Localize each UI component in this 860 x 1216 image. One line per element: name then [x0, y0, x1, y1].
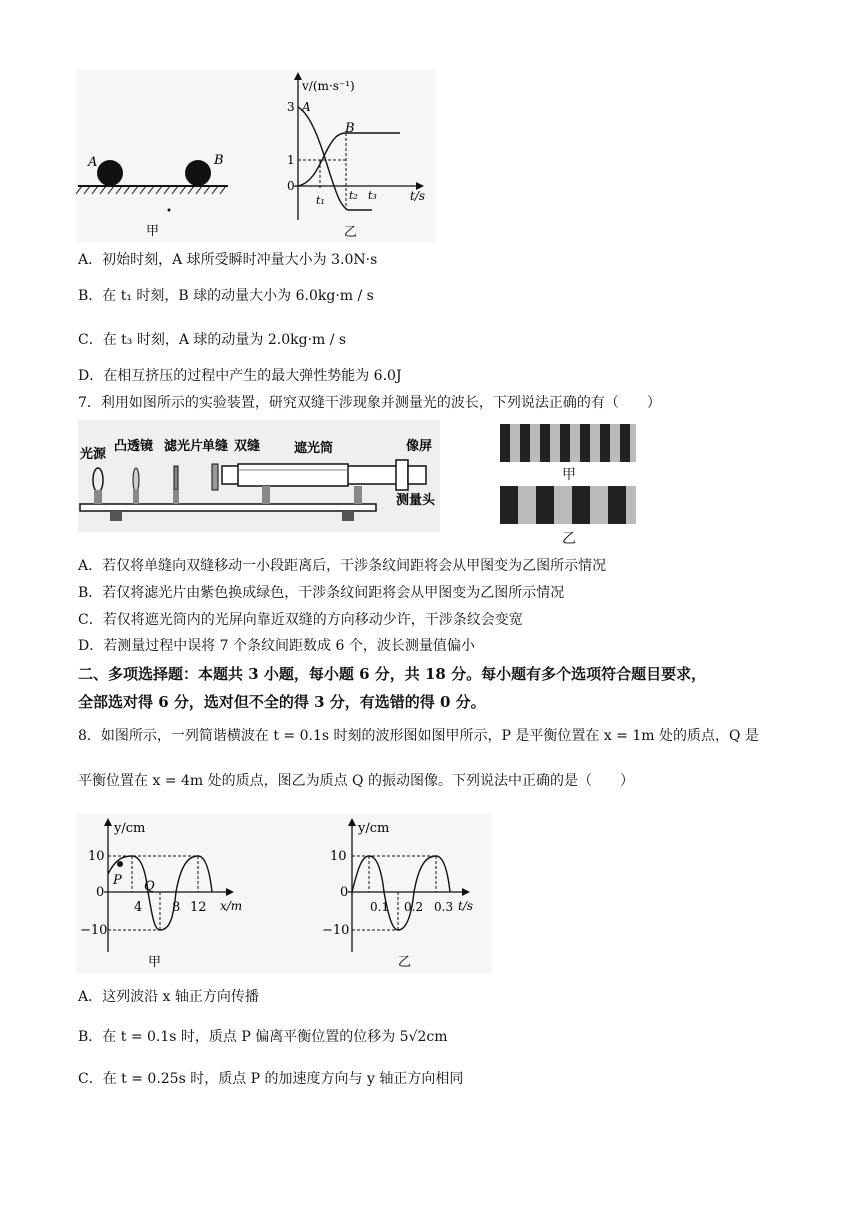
axis-y-label-right: y/cm	[358, 821, 390, 836]
q6-option-d: D．在相互挤压的过程中产生的最大弹性势能为 6.0J	[78, 368, 402, 384]
axis-y-label: y/cm	[114, 821, 146, 836]
q6-option-a: A．初始时刻，A 球所受瞬时冲量大小为 3.0N·s	[78, 252, 378, 268]
label-screen: 像屏	[406, 439, 433, 454]
label-single-slit: 单缝	[202, 439, 229, 454]
q6-option-b: B．在 t₁ 时刻，B 球的动量大小为 6.0kg·m / s	[78, 288, 374, 304]
tick-0: 0	[287, 179, 295, 193]
q6-figure	[76, 70, 436, 242]
curve-b-label: B	[345, 121, 355, 136]
ball-a	[97, 160, 123, 186]
y-tick-neg10-right: −10	[322, 923, 350, 938]
tick-1: 1	[287, 153, 295, 167]
axis-x-label: x/m	[220, 899, 243, 913]
label-lens: 凸透镜	[114, 439, 154, 454]
t1-label: t₁	[316, 194, 325, 207]
label-double-slit: 双缝	[234, 439, 261, 454]
q8-stem-line1: 8．如图所示，一列简谐横波在 t = 0.1s 时刻的波形图如图甲所示，P 是平衡位置在 x = 1m 处的质点，Q 是	[78, 728, 759, 744]
t2-label: t₂	[349, 189, 358, 202]
fringe-pattern-yi	[500, 486, 636, 524]
q8-stem-line2: 平衡位置在 x = 4m 处的质点，图乙为质点 Q 的振动图像。下列说法中正确的是（ ）	[78, 773, 634, 789]
section2-heading-line1: 二、多项选择题：本题共 3 小题，每小题 6 分，共 18 分。每小题有多个选项符合题目要求，	[78, 665, 707, 683]
y-tick-neg10: −10	[80, 923, 108, 938]
q7-option-c: C．若仅将遮光筒内的光屏向靠近双缝的方向移动少许，干涉条纹会变宽	[78, 612, 523, 628]
label-filter: 滤光片	[164, 439, 204, 454]
x-tick-4: 4	[134, 900, 143, 915]
ball-b	[185, 160, 211, 186]
x-tick-12: 12	[190, 900, 207, 915]
y-tick-0-right: 0	[340, 885, 349, 900]
point-p	[117, 861, 123, 867]
fringe-caption-jia: 甲	[562, 467, 576, 483]
q7-option-a: A．若仅将单缝向双缝移动一小段距离后，干涉条纹间距将会从甲图变为乙图所示情况	[78, 558, 607, 574]
axis-t-label: t/s	[410, 189, 426, 203]
point-q-label: Q	[144, 879, 155, 894]
q8-option-b: B．在 t = 0.1s 时，质点 P 偏离平衡位置的位移为 5√2cm	[78, 1029, 448, 1045]
axis-t-label: t/s	[458, 899, 474, 913]
q7-option-d: D．若测量过程中误将 7 个条纹间距数成 6 个，波长测量值偏小	[78, 638, 475, 654]
caption-yi: 乙	[398, 955, 412, 970]
ball-a-label: A	[88, 155, 98, 170]
y-tick-10-right: 10	[330, 849, 347, 864]
x-tick-8: 8	[172, 900, 181, 915]
double-slit-apparatus	[78, 420, 440, 532]
t-tick-02: 0.2	[404, 900, 424, 914]
t-tick-03: 0.3	[434, 900, 454, 914]
section2-heading-line2: 全部选对得 6 分，选对但不全的得 3 分，有选错的得 0 分。	[78, 693, 486, 711]
q6-option-c: C．在 t₃ 时刻，A 球的动量为 2.0kg·m / s	[78, 332, 347, 348]
q7-option-b: B．若仅将滤光片由紫色换成绿色，干涉条纹间距将会从甲图变为乙图所示情况	[78, 585, 565, 601]
y-tick-10: 10	[88, 849, 105, 864]
q8-option-c: C．在 t = 0.25s 时，质点 P 的加速度方向与 y 轴正方向相同	[78, 1071, 464, 1087]
axis-v-label: v/(m·s⁻¹)	[302, 79, 355, 93]
label-tube: 遮光筒	[294, 441, 334, 456]
tick-3: 3	[287, 100, 295, 114]
caption-yi: 乙	[344, 225, 358, 240]
ball-b-label: B	[214, 153, 224, 168]
t3-label: t₃	[368, 189, 377, 202]
caption-jia: 甲	[146, 224, 160, 239]
q8-option-a: A．这列波沿 x 轴正方向传播	[78, 989, 259, 1005]
t-tick-01: 0.1	[370, 900, 390, 914]
caption-jia: 甲	[148, 955, 162, 970]
point-p-label: P	[113, 873, 122, 888]
q8-figure	[76, 814, 492, 974]
fringe-caption-yi: 乙	[562, 531, 576, 547]
q7-stem: 7．利用如图所示的实验装置，研究双缝干涉现象并测量光的波长，下列说法正确的有（ ）	[78, 395, 661, 411]
curve-a-label: A	[302, 100, 311, 114]
y-tick-0: 0	[96, 885, 105, 900]
label-light-source: 光源	[80, 447, 107, 462]
label-measuring-head: 测量头	[396, 493, 436, 508]
fringe-pattern-jia	[500, 424, 636, 462]
